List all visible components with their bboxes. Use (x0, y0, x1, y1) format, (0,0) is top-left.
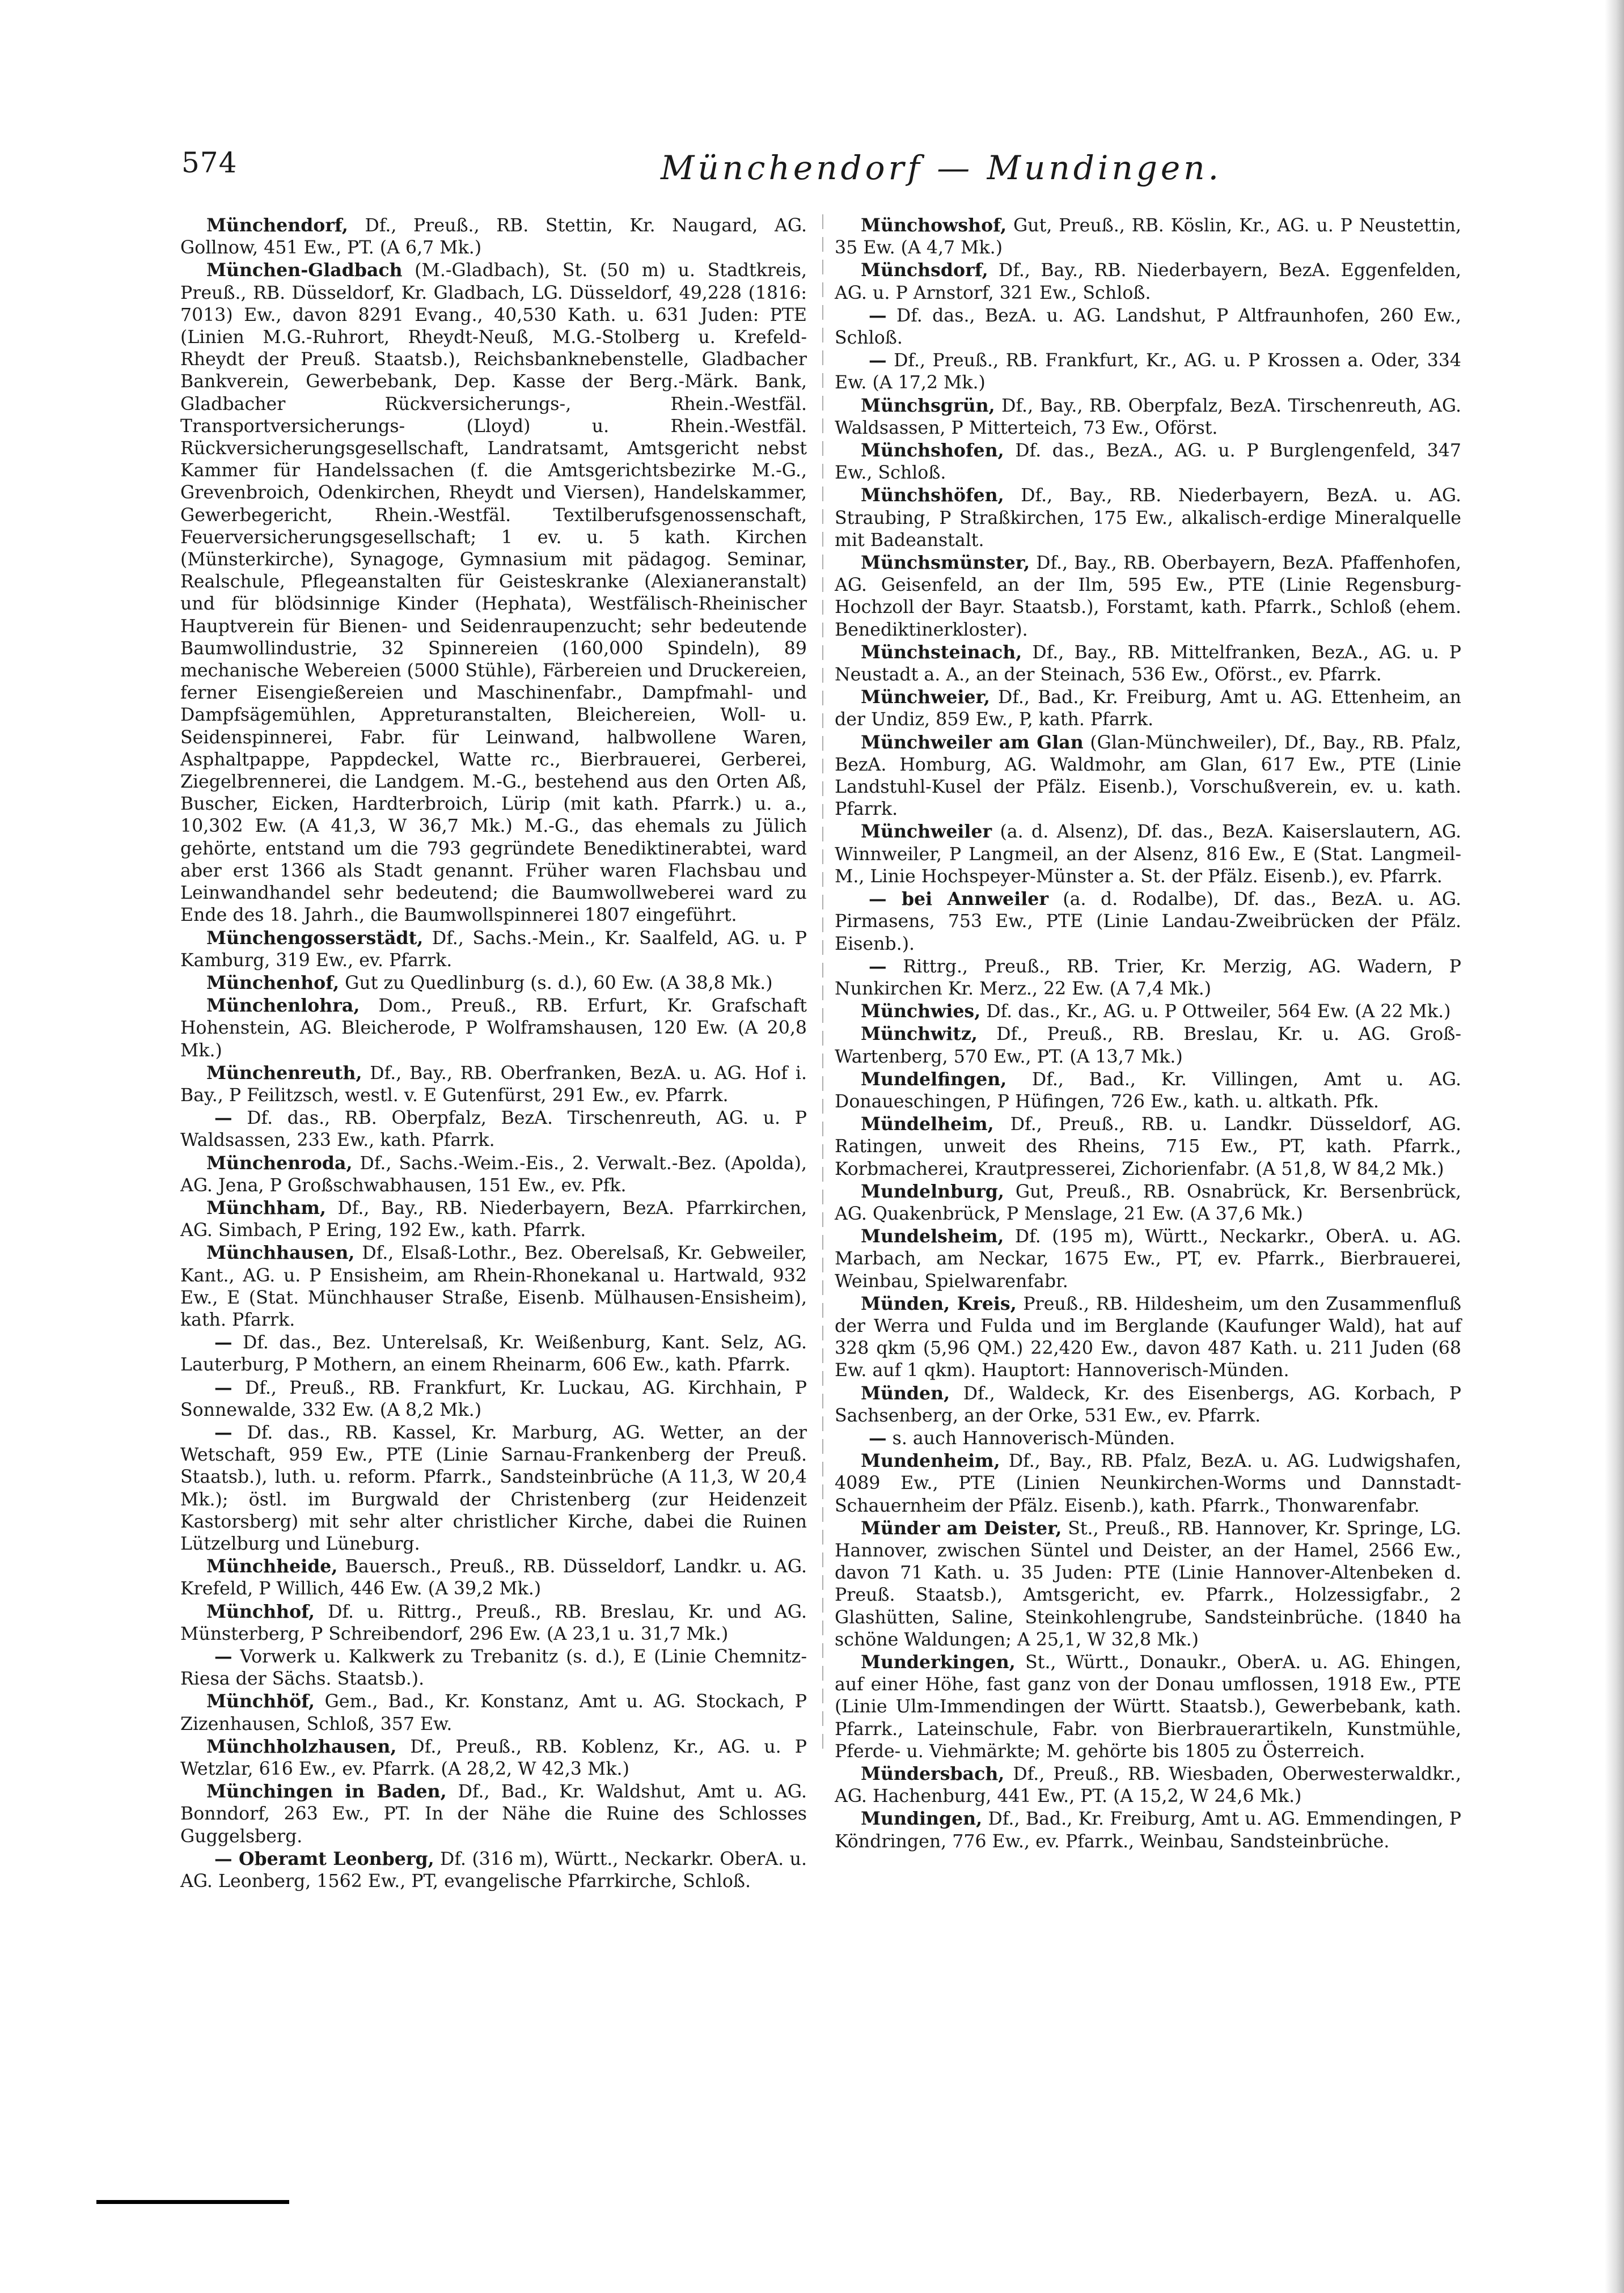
dictionary-entry (180, 1242, 807, 1331)
dictionary-entry (180, 1331, 807, 1376)
entry-text: (a. d. Rodalbe), Df. das., BezA. u. AG. Pirmasens, 753 Ew., PTE (Linie Landau-Zweibrücken der Pfälz. Eisenb.). (835, 889, 1461, 954)
dictionary-entry (835, 1427, 1461, 1450)
entry-headword: Münchenreuth, (206, 1062, 362, 1084)
entry-headword: — (869, 350, 887, 371)
dictionary-entry (180, 1848, 807, 1893)
entry-headword: Münchwitz, (861, 1023, 978, 1045)
entry-text: Df., Bay., RB. Pfalz, BezA. u. AG. Ludwigshafen, 4089 Ew., PTE (Linien Neunkirchen-Worms und Dannstadt-Schauernheim der Pfälz. Eisenb.), kath. Pfarrk., Thonwarenfabr. (835, 1451, 1461, 1516)
entry-headword: — (214, 1422, 232, 1443)
column-divider (822, 214, 823, 1757)
footer-rule (96, 2200, 289, 2204)
dictionary-entry (835, 439, 1461, 484)
dictionary-entry (835, 1382, 1461, 1427)
entry-headword: — (214, 1646, 232, 1667)
entry-headword: Münchengosserstädt, (206, 927, 424, 949)
entry-text: Df., Bay., RB. Niederbayern, BezA. Eggenfelden, AG. u. P Arnstorf, 321 Ew., Schloß. (835, 260, 1461, 303)
entry-text: Df. das., Kr., AG. u. P Ottweiler, 564 Ew. (A 22 Mk.) (980, 1001, 1451, 1022)
dictionary-entry (180, 1736, 807, 1780)
entry-text: Gut, Preuß., RB. Köslin, Kr., AG. u. P Neustettin, 35 Ew. (A 4,7 Mk.) (835, 215, 1461, 259)
dictionary-entry (835, 552, 1461, 641)
dictionary-entry (835, 641, 1461, 686)
dictionary-entry (180, 927, 807, 972)
dictionary-entry (835, 304, 1461, 349)
entry-headword: Münchsteinach, (861, 641, 1022, 663)
entry-headword: — (214, 1107, 232, 1129)
entry-text: (Glan-Münchweiler), Df., Bay., RB. Pfalz, BezA. Homburg, AG. Waldmohr, am Glan, 617 Ew., PTE (Linie Landstuhl-Kusel der Pfälz. Eisenb.), Vorschußverein, ev. u. kath. Pfarrk. (835, 732, 1461, 820)
entry-text: Gem., Bad., Kr. Konstanz, Amt u. AG. Stockach, P Zizenhausen, Schloß, 357 Ew. (180, 1691, 807, 1734)
entry-text: Df., Sachs.-Mein., Kr. Saalfeld, AG. u. P Kamburg, 319 Ew., ev. Pfarrk. (180, 928, 807, 971)
entry-text: (M.-Gladbach), St. (50 m) u. Stadtkreis, Preuß., RB. Düsseldorf, Kr. Gladbach, LG. Düsseldorf, 49,228 (1816: 7013) Ew., davon 8291 Evang., 40,530 Kath. u. 631 Juden: PTE (Linien M.G.-Ruhrort, Rheydt-Neuß, M.G.-Stolberg u. Krefeld-Rheydt der Preuß. Staatsb.), Reichsbanknebenstelle, Gladbacher Bankverein, Gewerbebank, Dep. Kasse der Berg.-Märk. Bank, Gladbacher Rückversicherungs-, Rhein.-Westfäl. Transportversicherungs- (Lloyd) u. Rhein.-Westfäl. Rückversicherungsgesellschaft, Landratsamt, Amtsgericht nebst Kammer für Handelssachen (f. die Amtsgerichtsbezirke M.-G., Grevenbroich, Odenkirchen, Rheydt und Viersen), Handelskammer, Gewerbegericht, Rhein.-Westfäl. Textilberufsgenossenschaft, Feuerversicherungsgesellschaft; 1 ev. u. 5 kath. Kirchen (Münsterkirche), Synagoge, Gymnasium mit pädagog. Seminar, Realschule, Pflegeanstalten für Geisteskranke (Alexianeranstalt) und für blödsinnige Kinder (Hephata), Westfälisch-Rheinischer Hauptverein für Bienen- und Seidenraupenzucht; sehr bedeutende Baumwollindustrie, 32 Spinnereien (160,000 Spindeln), 89 mechanische Webereien (5000 Stühle), Färbereien und Druckereien, ferner Eisengießereien und Maschinenfabr., Dampfmahl- und Dampfsägemühlen, Appreturanstalten, Bleichereien, Woll- u. Seidenspinnerei, Fabr. für Leinwand, halbwollene Waren, Asphaltpappe, Pappdeckel, Watte rc., Bierbrauerei, Gerberei, Ziegelbrennerei, die Landgem. M.-G., bestehend aus den Orten Aß, Buscher, Eicken, Hardterbroich, Lürip (mit kath. Pfarrk.) u. a., 10,302 Ew. (A 41,3, W 36,7 Mk.) M.-G., das ehemals zu Jülich gehörte, entstand um die 793 gegründete Benediktinerabtei, ward aber erst 1366 als Stadt genannt. Früher waren Flachsbau und Leinwandhandel sehr bedeutend; die Baumwollweberei ward zu Ende des 18. Jahrh., die Baumwollspinnerei 1807 eingeführt. (180, 260, 807, 926)
dictionary-entry (835, 888, 1461, 955)
entry-text: Df., Bad., Kr. Waldshut, Amt u. AG. Bonndorf, 263 Ew., PT. In der Nähe die Ruine des Schlosses Guggelsberg. (180, 1782, 807, 1847)
entry-text: Df., Bay., RB. Oberfranken, BezA. u. AG. Hof i. Bay., P Feilitzsch, westl. v. E Gutenfürst, 291 Ew., ev. Pfarrk. (180, 1063, 807, 1106)
entry-headword: Münchingen in Baden, (206, 1781, 447, 1803)
entry-headword: — (214, 1377, 232, 1398)
entry-text: Df., Preuß., RB. u. Landkr. Düsseldorf, AG. Ratingen, unweit des Rheins, 715 Ew., PT, kath. Pfarrk., Korbmacherei, Krautpresserei, Zichorienfabr. (A 51,8, W 84,2 Mk.) (835, 1114, 1461, 1179)
entry-headword: Münchenhof, (206, 972, 340, 993)
entry-headword: Münchshofen, (861, 440, 1004, 462)
dictionary-entry (180, 1377, 807, 1422)
dictionary-entry (180, 1645, 807, 1690)
entry-text: Df. (316 m), Württ., Neckarkr. OberA. u. AG. Leonberg, 1562 Ew., PT, evangelische Pfarrkirche, Schloß. (180, 1848, 807, 1892)
dictionary-entry (835, 955, 1461, 1000)
entry-headword: Münchhof, (206, 1601, 315, 1622)
entry-headword: Münchhausen, (206, 1242, 355, 1264)
entry-text: Df., Bad., Kr. Villingen, Amt u. AG. Donaueschingen, P Hüfingen, 726 Ew., kath. u. altkath. Pfk. (835, 1069, 1461, 1112)
dictionary-entry (180, 1152, 807, 1197)
entry-text: Df., Preuß., RB. Koblenz, Kr., AG. u. P Wetzlar, 616 Ew., ev. Pfarrk. (A 28,2, W 42,3 Mk.) (180, 1736, 807, 1780)
entry-headword: Münder am Deister, (861, 1517, 1062, 1539)
dictionary-entry (835, 1023, 1461, 1068)
entry-headword: Münchenlohra, (206, 995, 360, 1017)
entry-text: Rittrg., Preuß., RB. Trier, Kr. Merzig, AG. Wadern, P Nunkirchen Kr. Merz., 22 Ew. (A 7,4 Mk.) (835, 956, 1461, 999)
entry-headword: Münchshöfen, (861, 485, 1004, 506)
entry-text: Df., Elsaß-Lothr., Bez. Oberelsaß, Kr. Gebweiler, Kant., AG. u. P Ensisheim, am Rhein-Rhonekanal u. Hartwald, 932 Ew., E (Stat. Münchhauser Straße, Eisenb. Mülhausen-Ensisheim), kath. Pfarrk. (180, 1243, 807, 1330)
entry-text: Df. das., RB. Kassel, Kr. Marburg, AG. Wetter, an der Wetschaft, 959 Ew., PTE (Linie Sarnau-Frankenberg der Preuß. Staatsb.), luth. u. reform. Pfarrk., Sandsteinbrüche (A 11,3, W 20,4 Mk.); östl. im Burgwald der Christenberg (zur Heidenzeit Kastorsberg) mit sehr alter christlicher Kirche, dabei die Ruinen Lützelburg und Lüneburg. (180, 1422, 807, 1554)
dictionary-entry (835, 1808, 1461, 1852)
entry-text: Bauersch., Preuß., RB. Düsseldorf, Landkr. u. AG. Krefeld, P Willich, 446 Ew. (A 39,2 Mk.) (180, 1556, 807, 1600)
entry-text: Df., Bay., RB. Oberbayern, BezA. Pfaffenhofen, AG. Geisenfeld, an der Ilm, 595 Ew., PTE (Linie Regensburg-Hochzoll der Bayr. Staatsb.), Forstamt, kath. Pfarrk., Schloß (ehem. Benediktinerkloster). (835, 553, 1461, 640)
dictionary-entry (835, 1651, 1461, 1763)
dictionary-entry (835, 395, 1461, 439)
binding-edge (1605, 0, 1624, 2293)
entry-text: St., Württ., Donaukr., OberA. u. AG. Ehingen, auf einer Höhe, fast ganz von der Donau umflossen, 1918 Ew., PTE (Linie Ulm-Immendingen der Württ. Staatsb.), Gewerbebank, kath. Pfarrk., Lateinschule, Fabr. von Bierbrauerartikeln, Kunstmühle, Pferde- u. Viehmärkte; M. gehörte bis 1805 zu Österreich. (835, 1652, 1461, 1762)
entry-text: Df., Bad., Kr. Freiburg, Amt u. AG. Ettenheim, an der Undiz, 859 Ew., P, kath. Pfarrk. (835, 687, 1461, 730)
dictionary-entry (835, 1068, 1461, 1113)
entry-text: Df., Bay., RB. Niederbayern, BezA. Pfarrkirchen, AG. Simbach, P Ering, 192 Ew., kath. Pfarrk. (180, 1198, 807, 1241)
entry-text: Df. u. Rittrg., Preuß., RB. Breslau, Kr. und AG. Münsterberg, P Schreibendorf, 296 Ew. (A 23,1 u. 31,7 Mk.) (180, 1601, 807, 1644)
dictionary-entry (835, 484, 1461, 552)
entry-text: Df. (195 m), Württ., Neckarkr., OberA. u. AG. Marbach, am Neckar, 1675 Ew., PT, ev. Pfarrk., Bierbrauerei, Weinbau, Spielwarenfabr. (835, 1226, 1461, 1292)
entry-text: Df. das., BezA. u. AG. Landshut, P Altfraunhofen, 260 Ew., Schloß. (835, 305, 1461, 349)
entry-text: St., Preuß., RB. Hannover, Kr. Springe, LG. Hannover, zwischen Süntel und Deister, an der Hamel, 2566 Ew., davon 71 Kath. u. 35 Juden: PTE (Linie Hannover-Altenbeken d. Preuß. Staatsb.), Amtsgericht, ev. Pfarrk., Holzessigfabr., 2 Glashütten, Saline, Steinkohlengrube, Sandsteinbrüche. (1840 ha schöne Waldungen; A 25,1, W 32,8 Mk.) (835, 1518, 1461, 1650)
entry-headword: Mündersbach, (861, 1763, 1005, 1785)
entry-text: Df., Preuß., RB. Breslau, Kr. u. AG. Groß-Wartenberg, 570 Ew., PT. (A 13,7 Mk.) (835, 1024, 1461, 1067)
entry-text: Df., Bay., RB. Oberpfalz, BezA. Tirschenreuth, AG. Waldsassen, P Mitterteich, 73 Ew., Oförst. (835, 395, 1461, 438)
dictionary-entry (835, 259, 1461, 304)
dictionary-entry (180, 972, 807, 995)
entry-headword: Münchheide, (206, 1556, 338, 1577)
entry-text: s. auch Hannoverisch-Münden. (886, 1428, 1175, 1449)
entry-text: Preuß., RB. Hildesheim, um den Zusammenfluß der Werra und Fulda und im Berglande (Kaufunger Wald), hat auf 328 qkm (5,96 QM.) 22,420 Ew., davon 487 Kath. u. 211 Juden (68 Ew. auf 1 qkm). Hauptort: Hannoverisch-Münden. (835, 1293, 1461, 1381)
dictionary-entry (835, 1293, 1461, 1382)
entry-headword: Münchweiler am Glan (861, 731, 1084, 753)
dictionary-entry (835, 1113, 1461, 1181)
entry-text: Df., Waldeck, Kr. des Eisenbergs, AG. Korbach, P Sachsenberg, an der Orke, 531 Ew., ev. Pfarrk. (835, 1383, 1461, 1426)
entry-headword: Mundingen, (861, 1808, 983, 1830)
entry-text: Df. das., RB. Oberpfalz, BezA. Tirschenreuth, AG. u. P Waldsassen, 233 Ew., kath. Pfarrk. (180, 1108, 807, 1151)
entry-text: Df., Preuß., RB. Frankfurt, Kr., AG. u. P Krossen a. Oder, 334 Ew. (A 17,2 Mk.) (835, 350, 1461, 394)
running-head: Münchendorf — Mundingen. (660, 149, 1223, 187)
dictionary-entry (835, 1517, 1461, 1651)
entry-text: Df., Preuß., RB. Stettin, Kr. Naugard, AG. Gollnow, 451 Ew., PT. (A 6,7 Mk.) (180, 215, 807, 259)
dictionary-entry (180, 214, 807, 259)
entry-headword: Münchowshof, (861, 215, 1007, 236)
entry-text: Df., Preuß., RB. Frankfurt, Kr. Luckau, AG. Kirchhain, P Sonnewalde, 332 Ew. (A 8,2 Mk.) (180, 1377, 807, 1420)
entry-headword: Mundelfingen, (861, 1068, 1007, 1090)
dictionary-entry (180, 1780, 807, 1848)
entry-headword: Münchwies, (861, 1001, 981, 1022)
entry-headword: Münchhöf, (206, 1691, 315, 1712)
entry-headword: München-Gladbach (206, 260, 403, 281)
entry-headword: Mundenheim, (861, 1450, 1000, 1472)
entry-text: Df. das., BezA., AG. u. P Burglengenfeld, 347 Ew., Schloß. (835, 441, 1461, 484)
page-number: 574 (181, 146, 238, 179)
dictionary-entry (835, 349, 1461, 394)
dictionary-entry (835, 1763, 1461, 1808)
entry-headword: — (214, 1332, 232, 1353)
entry-text: Df., Sachs.-Weim.-Eis., 2. Verwalt.-Bez. (Apolda), AG. Jena, P Großschwabhausen, 151 Ew., ev. Pfk. (180, 1153, 807, 1196)
entry-headword: Münchsmünster, (861, 552, 1030, 574)
dictionary-entry (835, 1450, 1461, 1517)
entry-headword: Münchendorf, (206, 215, 348, 236)
entry-headword: — Oberamt Leonberg, (214, 1848, 434, 1869)
entry-headword: Münchenroda, (206, 1152, 353, 1174)
entry-text: Df., Bad., Kr. Freiburg, Amt u. AG. Emmendingen, P Köndringen, 776 Ew., ev. Pfarrk., Weinbau, Sandsteinbrüche. (835, 1809, 1461, 1852)
dictionary-entry (180, 995, 807, 1062)
dictionary-entry (180, 1601, 807, 1645)
entry-headword: — (869, 955, 887, 977)
entry-text: Vorwerk u. Kalkwerk zu Trebanitz (s. d.), E (Linie Chemnitz-Riesa der Sächs. Staatsb.). (180, 1647, 807, 1690)
entry-headword: Munderkingen, (861, 1652, 1016, 1673)
dictionary-entry (835, 214, 1461, 259)
entry-headword: Münchweiler (861, 821, 992, 843)
entry-headword: Münchweier, (861, 687, 990, 708)
dictionary-entry (835, 1000, 1461, 1023)
entry-headword: Münden, Kreis, (861, 1293, 1017, 1314)
dictionary-entry (180, 259, 807, 926)
entry-headword: Münchham, (206, 1197, 326, 1219)
entry-headword: — bei Annweiler (869, 889, 1048, 910)
dictionary-entry (835, 1225, 1461, 1293)
dictionary-entry (835, 820, 1461, 888)
entry-text: Gut, Preuß., RB. Osnabrück, Kr. Bersenbrück, AG. Quakenbrück, P Menslage, 21 Ew. (A 37,6 Mk.) (835, 1181, 1461, 1224)
entry-headword: — (869, 304, 887, 326)
dictionary-entry (180, 1107, 807, 1152)
entry-headword: Münden, (861, 1382, 950, 1404)
dictionary-entry (180, 1422, 807, 1555)
entry-text: Df. das., Bez. Unterelsaß, Kr. Weißenburg, Kant. Selz, AG. Lauterburg, P Mothern, an einem Rheinarm, 606 Ew., kath. Pfarrk. (180, 1332, 807, 1376)
dictionary-entry (180, 1197, 807, 1242)
entry-headword: Münchholzhausen, (206, 1736, 397, 1757)
entry-text: Dom., Preuß., RB. Erfurt, Kr. Grafschaft Hohenstein, AG. Bleicherode, P Wolframshausen, 120 Ew. (A 20,8 Mk.) (180, 996, 807, 1061)
entry-headword: Mündelheim, (861, 1114, 994, 1135)
entry-headword: Münchsdorf, (861, 260, 988, 281)
entry-headword: Mundelnburg, (861, 1181, 1004, 1202)
entry-headword: — (869, 1427, 887, 1449)
left-column (180, 214, 807, 1893)
entry-text: (a. d. Alsenz), Df. das., BezA. Kaiserslautern, AG. Winnweiler, P Langmeil, an der Alsenz, 816 Ew., E (Stat. Langmeil-M., Linie Hochspeyer-Münster a. St. der Pfälz. Eisenb.), ev. Pfarrk. (835, 822, 1461, 887)
entry-text: Df., Preuß., RB. Wiesbaden, Oberwesterwaldkr., AG. Hachenburg, 441 Ew., PT. (A 15,2, W 24,6 Mk.) (835, 1764, 1461, 1807)
right-column (835, 214, 1461, 1853)
dictionary-entry (180, 1555, 807, 1600)
dictionary-entry (180, 1062, 807, 1107)
entry-text: Gut zu Quedlinburg (s. d.), 60 Ew. (A 38,8 Mk.) (339, 972, 773, 993)
entry-text: Df., Bay., RB. Niederbayern, BezA. u. AG. Straubing, P Straßkirchen, 175 Ew., alkalisch-erdige Mineralquelle mit Badeanstalt. (835, 485, 1461, 551)
entry-headword: Münchsgrün, (861, 395, 995, 416)
entry-text: Df., Bay., RB. Mittelfranken, BezA., AG. u. P Neustadt a. A., an der Steinach, 536 Ew., Oförst., ev. Pfarrk. (835, 642, 1461, 686)
dictionary-entry (835, 686, 1461, 731)
dictionary-entry (180, 1690, 807, 1735)
entry-headword: Mundelsheim, (861, 1226, 1004, 1247)
dictionary-entry (835, 1181, 1461, 1225)
dictionary-entry (835, 731, 1461, 821)
